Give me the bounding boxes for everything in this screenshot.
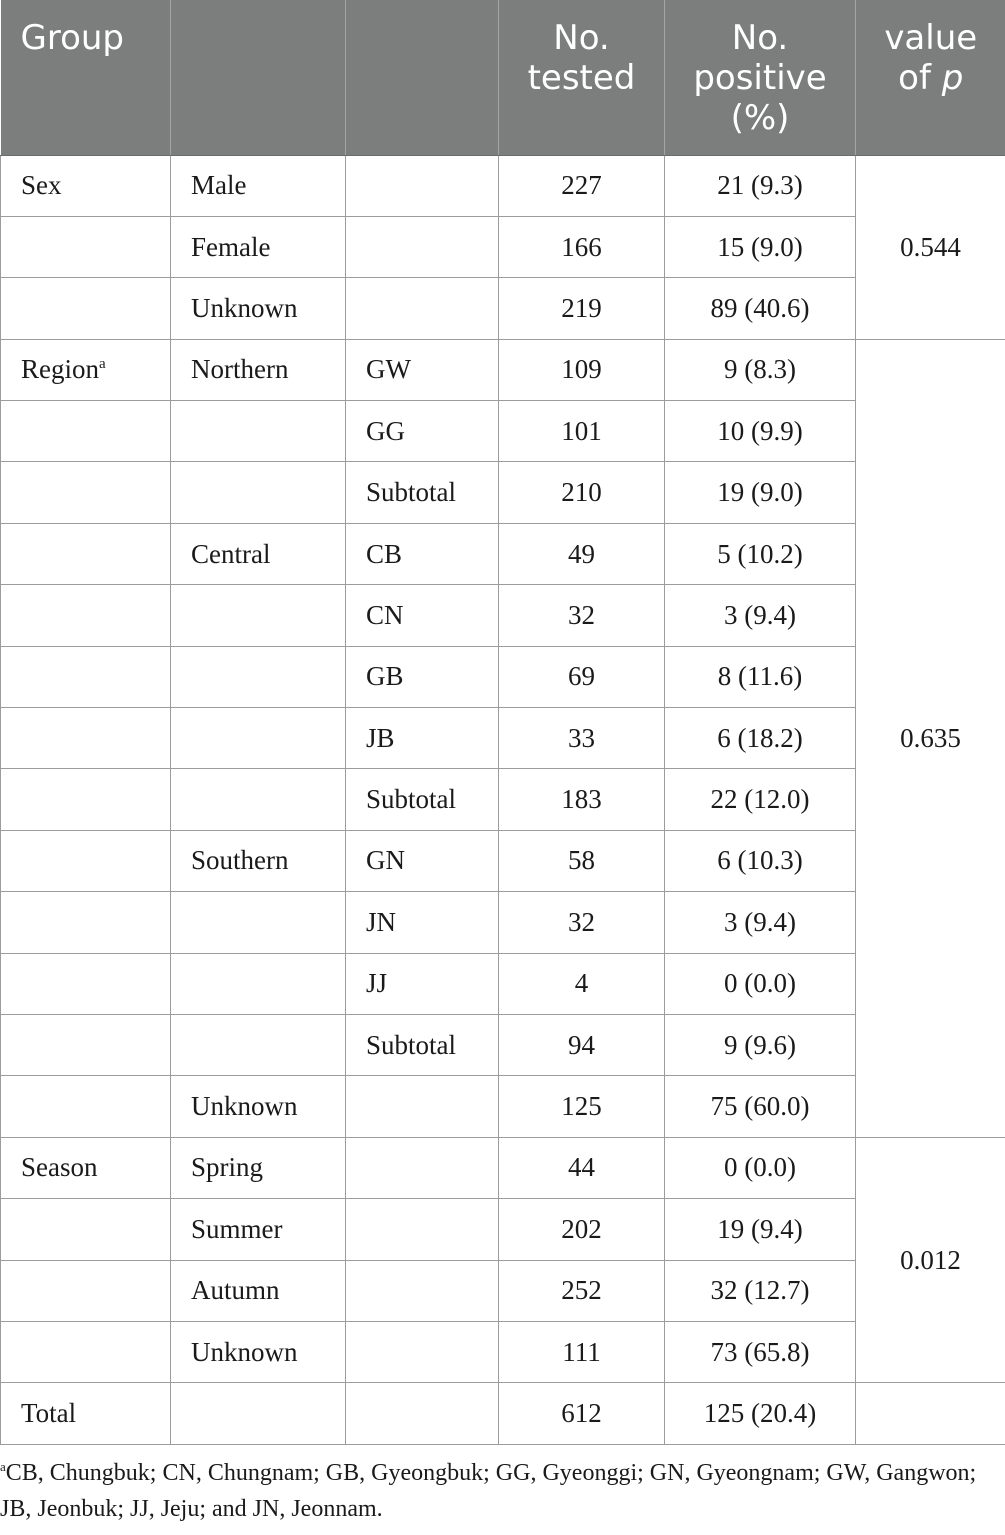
region-cell: Subtotal — [346, 1014, 499, 1075]
region-cell: GG — [346, 401, 499, 462]
positive-cell: 19 (9.4) — [665, 1199, 856, 1260]
group-cell — [1, 278, 171, 339]
subgroup-cell: Autumn — [171, 1260, 346, 1321]
header-p-value — [856, 0, 1005, 155]
tested-cell: 612 — [499, 1383, 665, 1444]
subgroup-cell: Unknown — [171, 278, 346, 339]
positive-cell: 9 (9.6) — [665, 1014, 856, 1075]
subgroup-cell — [171, 646, 346, 707]
table-row — [1, 585, 1005, 646]
header-pvalue-p: p — [941, 58, 964, 98]
tested-cell: 252 — [499, 1260, 665, 1321]
group-cell — [1, 523, 171, 584]
p-value-total — [856, 1383, 1005, 1444]
positive-cell: 22 (12.0) — [665, 769, 856, 830]
tested-cell: 101 — [499, 401, 665, 462]
subgroup-cell: Southern — [171, 830, 346, 891]
positive-cell: 10 (9.9) — [665, 401, 856, 462]
subgroup-cell: Central — [171, 523, 346, 584]
tested-cell: 32 — [499, 892, 665, 953]
table-row — [1, 1137, 1005, 1198]
table-row — [1, 646, 1005, 707]
region-cell — [346, 1199, 499, 1260]
tested-cell: 210 — [499, 462, 665, 523]
tested-cell: 125 — [499, 1076, 665, 1137]
table-row — [1, 1076, 1005, 1137]
positive-cell: 8 (11.6) — [665, 646, 856, 707]
group-cell — [1, 216, 171, 277]
positive-cell: 0 (0.0) — [665, 1137, 856, 1198]
table-row — [1, 401, 1005, 462]
group-cell: Season — [1, 1137, 171, 1198]
tested-cell: 94 — [499, 1014, 665, 1075]
subgroup-cell: Unknown — [171, 1321, 346, 1382]
positive-cell: 21 (9.3) — [665, 155, 856, 216]
header-group: Group — [1, 0, 171, 155]
region-cell: JN — [346, 892, 499, 953]
group-cell — [1, 401, 171, 462]
region-cell: GN — [346, 830, 499, 891]
region-cell — [346, 1260, 499, 1321]
subgroup-cell: Northern — [171, 339, 346, 400]
tested-cell: 44 — [499, 1137, 665, 1198]
tested-cell: 109 — [499, 339, 665, 400]
footnote-marker: a — [99, 356, 106, 373]
group-cell — [1, 462, 171, 523]
tested-cell: 58 — [499, 830, 665, 891]
group-cell — [1, 1014, 171, 1075]
header-pvalue-line1: value — [884, 18, 978, 58]
tested-cell: 49 — [499, 523, 665, 584]
subgroup-cell: Female — [171, 216, 346, 277]
region-cell — [346, 216, 499, 277]
positive-cell: 75 (60.0) — [665, 1076, 856, 1137]
subgroup-cell: Male — [171, 155, 346, 216]
group-cell — [1, 1260, 171, 1321]
header-positive-line3: (%) — [730, 98, 790, 138]
table-row — [1, 830, 1005, 891]
subgroup-cell — [171, 892, 346, 953]
header-positive-line1: No. — [731, 18, 789, 58]
group-cell — [1, 769, 171, 830]
group-cell — [1, 1076, 171, 1137]
positive-cell: 0 (0.0) — [665, 953, 856, 1014]
table-row — [1, 278, 1005, 339]
region-cell — [346, 1137, 499, 1198]
table-row — [1, 1014, 1005, 1075]
group-cell — [1, 339, 171, 400]
header-col3 — [346, 0, 499, 155]
table-footnote — [0, 1455, 1000, 1527]
positive-cell: 6 (18.2) — [665, 708, 856, 769]
group-cell — [1, 1199, 171, 1260]
group-cell — [1, 892, 171, 953]
region-cell: JB — [346, 708, 499, 769]
table-row — [1, 462, 1005, 523]
group-cell — [1, 1321, 171, 1382]
table-row — [1, 953, 1005, 1014]
header-col2 — [171, 0, 346, 155]
table-header — [1, 0, 1005, 155]
header-pvalue-of: of — [898, 58, 931, 98]
subgroup-cell — [171, 1383, 346, 1444]
tested-cell: 166 — [499, 216, 665, 277]
region-cell: Subtotal — [346, 769, 499, 830]
positive-cell: 89 (40.6) — [665, 278, 856, 339]
group-cell — [1, 953, 171, 1014]
positive-cell: 9 (8.3) — [665, 339, 856, 400]
header-no-tested — [499, 0, 665, 155]
tested-cell: 202 — [499, 1199, 665, 1260]
subgroup-cell — [171, 953, 346, 1014]
region-cell: Subtotal — [346, 462, 499, 523]
subgroup-cell — [171, 708, 346, 769]
tested-cell: 33 — [499, 708, 665, 769]
positive-cell: 3 (9.4) — [665, 585, 856, 646]
region-cell: CN — [346, 585, 499, 646]
subgroup-cell — [171, 401, 346, 462]
footnote-marker: a — [0, 1459, 6, 1474]
subgroup-cell — [171, 462, 346, 523]
footnote-text: CB, Chungbuk; CN, Chungnam; GB, Gyeongbuk; GG, Gyeonggi; GN, Gyeongnam; GW, Gangwon; JB, Jeonbuk; JJ, Jeju; and JN, Jeonnam. — [0, 1460, 977, 1522]
table-row — [1, 1260, 1005, 1321]
header-no-positive — [665, 0, 856, 155]
table-row — [1, 708, 1005, 769]
p-value-season: 0.012 — [856, 1137, 1005, 1383]
subgroup-cell — [171, 769, 346, 830]
group-cell — [1, 830, 171, 891]
subgroup-cell: Spring — [171, 1137, 346, 1198]
region-cell: GB — [346, 646, 499, 707]
region-cell — [346, 155, 499, 216]
region-cell — [346, 1076, 499, 1137]
subgroup-cell: Summer — [171, 1199, 346, 1260]
table-row — [1, 769, 1005, 830]
table-row — [1, 1199, 1005, 1260]
table-row — [1, 892, 1005, 953]
table-row — [1, 216, 1005, 277]
p-value-region: 0.635 — [856, 339, 1005, 1137]
tested-cell: 111 — [499, 1321, 665, 1382]
subgroup-cell: Unknown — [171, 1076, 346, 1137]
tested-cell: 227 — [499, 155, 665, 216]
header-tested-line1: No. — [553, 18, 610, 58]
group-cell — [1, 646, 171, 707]
positive-cell: 3 (9.4) — [665, 892, 856, 953]
region-cell — [346, 1321, 499, 1382]
header-positive-line2: positive — [693, 58, 827, 98]
table-row — [1, 523, 1005, 584]
tested-cell: 69 — [499, 646, 665, 707]
p-value-sex: 0.544 — [856, 155, 1005, 339]
region-cell: GW — [346, 339, 499, 400]
group-cell: Sex — [1, 155, 171, 216]
group-cell — [1, 585, 171, 646]
region-cell: CB — [346, 523, 499, 584]
region-cell — [346, 278, 499, 339]
group-label: Region — [21, 354, 99, 385]
table-row — [1, 1321, 1005, 1382]
region-cell — [346, 1383, 499, 1444]
header-row — [1, 0, 1005, 155]
positive-cell: 5 (10.2) — [665, 523, 856, 584]
tested-cell: 183 — [499, 769, 665, 830]
table-row — [1, 339, 1005, 400]
region-cell: JJ — [346, 953, 499, 1014]
tested-cell: 4 — [499, 953, 665, 1014]
table-row — [1, 155, 1005, 216]
tested-cell: 219 — [499, 278, 665, 339]
group-cell — [1, 708, 171, 769]
header-tested-line2: tested — [527, 58, 636, 98]
group-cell: Total — [1, 1383, 171, 1444]
table-body — [1, 155, 1005, 1444]
positive-cell: 15 (9.0) — [665, 216, 856, 277]
positive-cell: 6 (10.3) — [665, 830, 856, 891]
positive-cell: 73 (65.8) — [665, 1321, 856, 1382]
positive-cell: 19 (9.0) — [665, 462, 856, 523]
positive-cell: 125 (20.4) — [665, 1383, 856, 1444]
tested-cell: 32 — [499, 585, 665, 646]
positive-cell: 32 (12.7) — [665, 1260, 856, 1321]
subgroup-cell — [171, 585, 346, 646]
table-row-total — [1, 1383, 1005, 1444]
subgroup-cell — [171, 1014, 346, 1075]
